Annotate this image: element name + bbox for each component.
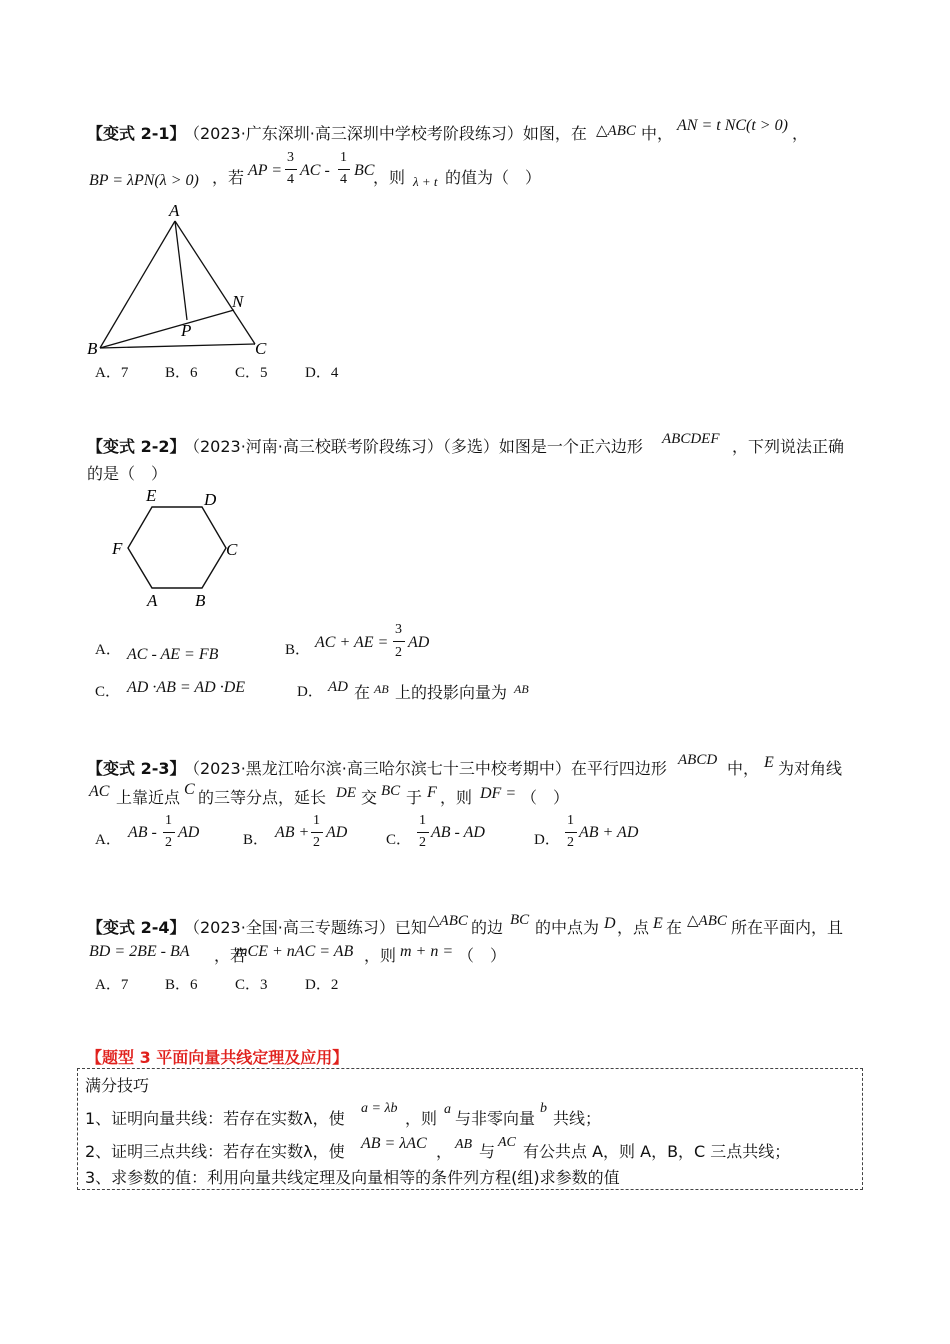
q1-cond1: AN = t NC(t > 0) xyxy=(677,117,788,134)
q3-option-a-label: A． xyxy=(95,832,121,848)
q3-option-c-label: C． xyxy=(386,832,412,848)
q2-label: 【变式 2-2】 xyxy=(87,437,186,456)
q3-option-b-expr-a: AB + xyxy=(275,824,310,841)
fig2-label-a: A xyxy=(147,591,158,610)
q2-option-b-num: 3 xyxy=(395,622,402,637)
q4-t7: ，则 xyxy=(364,946,397,965)
q3-f: F xyxy=(427,784,437,801)
q3-t5: ，则 xyxy=(440,788,473,807)
q2-option-d-ad: AD xyxy=(328,679,348,695)
q4-bc: BC xyxy=(510,912,530,928)
q1-ap-lhs: AP = xyxy=(248,162,283,179)
q4-t4: 在 xyxy=(666,918,683,937)
q1-frac1-num: 3 xyxy=(287,150,294,165)
section-title: 【题型 3 平面向量共线定理及应用】 xyxy=(86,1048,349,1067)
q2-option-b-bar xyxy=(393,641,405,642)
tips-line-2-ac: AC xyxy=(498,1135,516,1150)
q1-cond2: BP = λPN(λ > 0) xyxy=(89,172,199,189)
tips-line-1-a: 1、证明向量共线：若存在实数λ，使 xyxy=(85,1109,345,1128)
q2-line2: 的是（ ） xyxy=(87,464,168,483)
fig2-label-f: F xyxy=(112,539,123,558)
q1-option-c[interactable]: C．5 xyxy=(235,365,268,381)
q2-hexagon-figure xyxy=(100,482,260,612)
tips-line-3: 3、求参数的值：利用向量共线定理及向量相等的条件列方程(组)求参数的值 xyxy=(85,1168,620,1187)
tips-line-1-b: ，则 xyxy=(405,1109,438,1128)
q3-df: DF = xyxy=(480,785,517,802)
fig1-label-c: C xyxy=(255,339,267,358)
q3-t6: （ ） xyxy=(521,788,570,807)
q2-option-d-label: D． xyxy=(297,684,323,700)
q3-option-b-num: 1 xyxy=(313,813,320,828)
q3-bc: BC xyxy=(381,783,401,799)
q1-frac2-num: 1 xyxy=(340,150,347,165)
q2-option-d-text: 上的投影向量为 xyxy=(395,683,508,702)
q1-bc: BC xyxy=(354,162,375,179)
tips-line-1-c: 与非零向量 xyxy=(455,1109,536,1128)
tips-line-2-eq: AB = λAC xyxy=(361,1135,427,1152)
q4-triangle: △ABC xyxy=(428,913,468,929)
q1-triangle-figure xyxy=(80,198,290,363)
fig2-label-d: D xyxy=(204,490,217,509)
fig2-label-b: B xyxy=(195,591,206,610)
q4-d: D xyxy=(604,915,616,932)
q3-t4: 于 xyxy=(406,788,423,807)
q2-option-d-in: 在 xyxy=(354,683,371,702)
q3-option-c-num: 1 xyxy=(419,813,426,828)
tips-line-1-b2: b xyxy=(540,1101,547,1116)
q3-de: DE xyxy=(336,785,356,801)
q3-option-d-den: 2 xyxy=(567,835,574,850)
q2-option-b-den: 2 xyxy=(395,645,402,660)
q4-t1: 的边 xyxy=(471,918,504,937)
q3-option-b-bar xyxy=(311,832,323,833)
q4-t8: （ ） xyxy=(458,946,507,965)
q3-option-c-den: 2 xyxy=(419,835,426,850)
q2-option-c-expr: AD ·AB = AD ·DE xyxy=(127,679,246,696)
q4-option-a[interactable]: A．7 xyxy=(95,977,129,993)
tips-line-2-b: ， xyxy=(436,1142,453,1161)
q3-abcd: ABCD xyxy=(678,752,718,768)
q3-option-b-expr-b: AD xyxy=(326,824,348,841)
q1-comma2: ，若 xyxy=(212,168,245,187)
q2-option-b-expr-a: AC + AE = xyxy=(315,634,389,651)
q2-option-c-label: C． xyxy=(95,684,121,700)
q4-option-b[interactable]: B．6 xyxy=(165,977,198,993)
q3-t1: 上靠近点 xyxy=(116,788,181,807)
q1-then: ，则 xyxy=(373,168,406,187)
q1-source: （2023·广东深圳·高三深圳中学校考阶段练习）如图，在 xyxy=(184,124,587,143)
q1-comma1: ， xyxy=(792,124,809,143)
q1-ac-minus: AC - xyxy=(300,162,330,179)
q4-t6: ，若 xyxy=(214,946,247,965)
q3-ac: AC xyxy=(89,783,110,800)
q3-e: E xyxy=(764,754,774,771)
q4-option-c[interactable]: C．3 xyxy=(235,977,268,993)
tips-line-1-eq: a = λb xyxy=(361,1101,398,1116)
q2-option-b-expr-b: AD xyxy=(408,634,430,651)
q3-t2: 的三等分点，延长 xyxy=(198,788,327,807)
q2-tail: ，下列说法正确 xyxy=(732,437,845,456)
q3-option-d-num: 1 xyxy=(567,813,574,828)
q1-option-d[interactable]: D．4 xyxy=(305,365,339,381)
q4-option-d[interactable]: D．2 xyxy=(305,977,339,993)
q3-option-b-label: B． xyxy=(243,832,269,848)
tips-line-2-a: 2、证明三点共线：若存在实数λ，使 xyxy=(85,1142,345,1161)
q4-source: （2023·全国·高三专题练习）已知 xyxy=(184,918,427,937)
q3-option-b-den: 2 xyxy=(313,835,320,850)
fig2-label-e: E xyxy=(146,486,157,505)
q2-hexagon-name: ABCDEF xyxy=(662,431,720,447)
q3-option-d-bar xyxy=(565,832,577,833)
q2-source: （2023·河南·高三校联考阶段练习）（多选）如图是一个正六边形 xyxy=(184,437,643,456)
fig1-label-b: B xyxy=(87,339,98,358)
q1-label: 【变式 2-1】 xyxy=(87,124,186,143)
q1-lambda-t: λ + t xyxy=(413,174,438,189)
q3-t3: 交 xyxy=(361,788,378,807)
tips-line-1-a2: a xyxy=(444,1102,451,1117)
fig2-label-c: C xyxy=(226,540,238,559)
q1-option-b[interactable]: B．6 xyxy=(165,365,198,381)
q3-option-d-expr: AB + AD xyxy=(579,824,639,841)
q1-triangle: △ABC xyxy=(596,123,636,139)
fig1-label-a: A xyxy=(169,201,180,220)
q4-eq1: BD = 2BE - BA xyxy=(89,943,190,960)
q3-option-d-label: D． xyxy=(534,832,560,848)
q1-frac2-den: 4 xyxy=(340,172,347,187)
fig1-label-p: P xyxy=(181,321,192,340)
q1-option-a[interactable]: A．7 xyxy=(95,365,129,381)
fig1-label-n: N xyxy=(232,292,244,311)
tips-line-2-ab: AB xyxy=(455,1137,473,1152)
q2-option-a-expr: AC - AE = FB xyxy=(127,646,219,663)
q1-frac1-den: 4 xyxy=(287,172,294,187)
q4-eq2: mCE + nAC = AB xyxy=(236,943,354,960)
q4-e: E xyxy=(653,915,663,932)
q3-mid1: 中， xyxy=(727,759,760,778)
q4-t5: 所在平面内，且 xyxy=(731,918,844,937)
q3-source: （2023·黑龙江哈尔滨·高三哈尔滨七十三中校考期中）在平行四边形 xyxy=(184,759,667,778)
q3-option-a-expr-b: AD xyxy=(178,824,200,841)
q3-option-c-bar xyxy=(417,832,429,833)
q1-frac1-bar xyxy=(285,169,297,170)
q3-mid2: 为对角线 xyxy=(778,759,843,778)
q3-option-a-expr-a: AB - xyxy=(128,824,157,841)
q4-t3: ，点 xyxy=(617,918,650,937)
q4-eq3: m + n = xyxy=(400,943,454,960)
tips-line-2-d: 有公共点 A，则 A，B，C 三点共线； xyxy=(523,1142,791,1161)
q4-t2: 的中点为 xyxy=(535,918,600,937)
q3-label: 【变式 2-3】 xyxy=(87,759,186,778)
q3-option-a-den: 2 xyxy=(165,835,172,850)
tips-line-1-d: 共线； xyxy=(553,1109,602,1128)
q3-option-a-num: 1 xyxy=(165,813,172,828)
tips-line-2-c: 与 xyxy=(479,1142,496,1161)
q2-option-d-ab2: AB xyxy=(514,682,529,696)
tips-box-title: 满分技巧 xyxy=(85,1076,150,1095)
q1-ask: 的值为（ ） xyxy=(445,168,542,187)
q3-option-c-expr: AB - AD xyxy=(431,824,485,841)
q2-option-b-label: B． xyxy=(285,642,311,658)
q1-frac2-bar xyxy=(338,169,350,170)
q2-option-d-ab: AB xyxy=(374,682,389,696)
q3-c: C xyxy=(184,781,195,798)
q1-mid: 中， xyxy=(641,124,674,143)
q4-label: 【变式 2-4】 xyxy=(87,918,186,937)
q2-option-a-label: A． xyxy=(95,642,121,658)
q3-option-a-bar xyxy=(163,832,175,833)
q4-triangle2: △ABC xyxy=(687,913,727,929)
